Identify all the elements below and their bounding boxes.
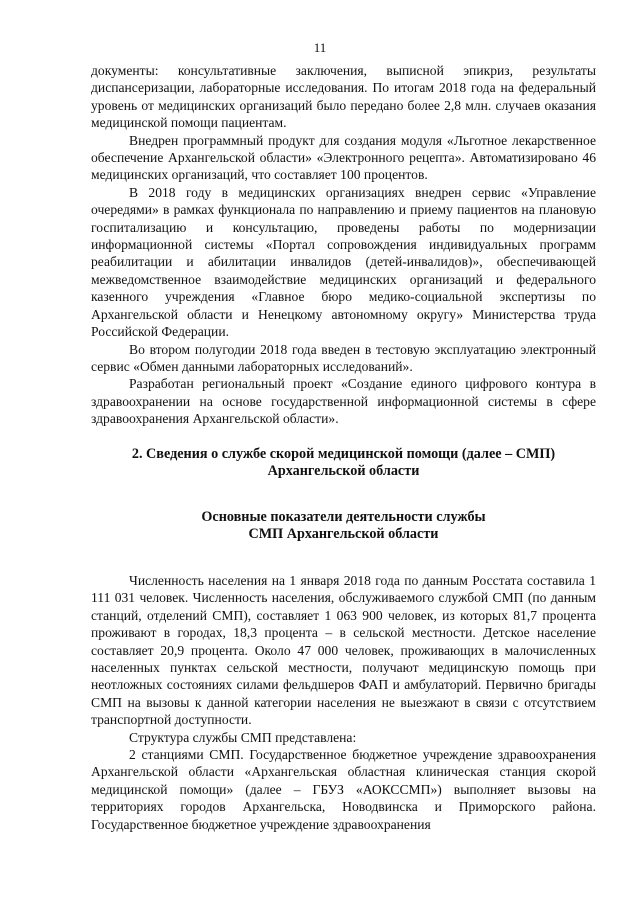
subsection-heading-line-1: Основные показатели деятельности службы xyxy=(201,508,486,525)
subsection-heading-line-2: СМП Архангельской области xyxy=(248,526,439,543)
subsection-heading xyxy=(91,509,596,544)
paragraph-population: Численность населения на 1 января 2018 года по данным Росстата составила 1 111 031 человек. Численность населения, обслуживаемого службой СМП (по данным станций, отделений СМП), составляет 1 063 900 человек, из которых 81,7 процента проживают в городах, 18,3 процента – в сельской местности. Детское население составляет 20,9 процента. Около 47 000 человек, проживающих в малочисленных населенных пунктах сельской местности, получают медицинскую помощь при неотложных состояниях силами фельдшеров ФАП и амбулаторий. Первично бригады СМП на вызовы к данной категории населения не выезжают в связи с отсутствием транспортной доступности. xyxy=(91,572,596,728)
paragraph-queue-management: В 2018 году в медицинских организациях внедрен сервис «Управление очередями» в рамках функционала по направлению и приему пациентов на плановую госпитализацию и консультацию, проведены работы по модернизации информационной системы «Портал сопровождения индивидуальных программ реабилитации и абилитации инвалидов (детей-инвалидов)», обеспечивающей межведомственное взаимодействие медицинских организаций и федерального казенного учреждения «Главное бюро медико-социальной экспертизы по Архангельской области и Ненецкому автономному округу» Министерства труда Российской Федерации. xyxy=(91,184,596,340)
section-heading-line-1: 2. Сведения о службе скорой медицинской помощи (далее – СМП) xyxy=(131,445,556,462)
paragraph-continued: документы: консультативные заключения, выписной эпикриз, результаты диспансеризации, лабораторные исследования. По итогам 2018 года на федеральный уровень от медицинских организаций было передано более 2,8 млн. случаев оказания медицинской помощи пациентам. xyxy=(91,63,596,131)
paragraph-regional-project: Разработан региональный проект «Создание единого цифрового контура в здравоохранении на основе государственной информационной системы в сфере здравоохранения Архангельской области». xyxy=(91,376,596,427)
paragraph-structure-intro: Структура службы СМП представлена: xyxy=(129,729,357,745)
paragraph-stations: 2 станциями СМП. Государственное бюджетное учреждение здравоохранения Архангельской области «Архангельская областная клиническая станция скорой медицинской помощи» (далее – ГБУЗ «АОКССМП») выполняет вызовы на территориях городов Архангельска, Новодвинска и Приморского района. Государственное бюджетное учреждение здравоохранения xyxy=(91,746,596,832)
paragraph-electronic-prescription: Внедрен программный продукт для создания модуля «Льготное лекарственное обеспечение Архангельской области» «Электронного рецепта». Автоматизировано 46 медицинских организаций, что составляет 100 процентов. xyxy=(91,132,596,183)
section-heading-line-2: Архангельской области xyxy=(267,463,420,480)
document-body xyxy=(91,62,596,833)
section-heading xyxy=(91,446,596,481)
page-number: 11 xyxy=(313,40,327,55)
paragraph-lab-data-exchange: Во втором полугодии 2018 года введен в тестовую эксплуатацию электронный сервис «Обмен данными лабораторных исследований». xyxy=(91,341,596,374)
